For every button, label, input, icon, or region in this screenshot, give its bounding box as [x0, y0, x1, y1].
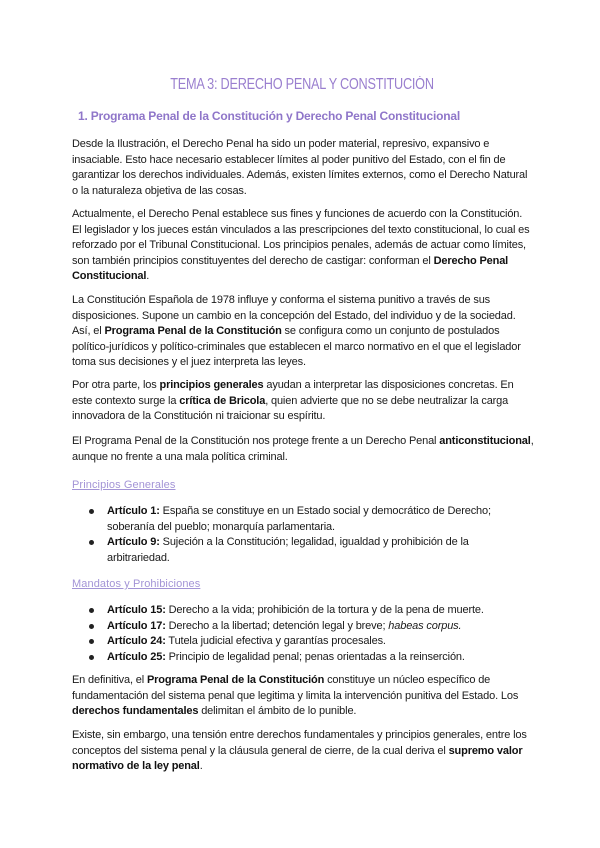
- paragraph-6-b: constituye un núcleo específico de fundamentación del sistema penal que legitima y limita la intervención punitiva del Estado. Los: [72, 674, 519, 702]
- paragraph-6-c: delimitan el ámbito de lo punible.: [198, 705, 357, 718]
- paragraph-4-a: Por otra parte, los: [72, 379, 160, 391]
- paragraph-3: [72, 293, 534, 371]
- document-title: TEMA 3: DERECHO PENAL Y CONSTITUCIÓN: [170, 76, 434, 93]
- paragraph-7-bold: supremo valor normativo de la ley penal: [72, 744, 523, 773]
- paragraph-6-a: En definitiva, el: [72, 674, 147, 686]
- list-item-text: España se constituye en un Estado social y democrático de Derecho; soberanía del pueblo; monarquía parlamentaria.: [107, 505, 491, 533]
- paragraph-6: [72, 673, 534, 720]
- paragraph-5-bold: anticonstitucional: [439, 435, 531, 447]
- mandatos-list: [72, 603, 534, 665]
- mandatos-heading: Mandatos y Prohibiciones: [72, 578, 201, 590]
- paragraph-2-bold: Derecho Penal Constitucional: [72, 254, 509, 283]
- list-item-text: Derecho a la vida; prohibición de la tortura y de la pena de muerte.: [165, 604, 484, 616]
- list-item-text: Principio de legalidad penal; penas orientadas a la reinserción.: [165, 650, 465, 663]
- paragraph-5-a: El Programa Penal de la Constitución nos protege frente a un Derecho Penal: [72, 435, 440, 447]
- list-item-label: Artículo 9:: [107, 536, 160, 549]
- list-item-italic: habeas corpus.: [388, 619, 462, 632]
- paragraph-2-text: Actualmente, el Derecho Penal establece sus fines y funciones de acuerdo con la Constitución. El legislador y los jueces están vinculados a las prescripciones del texto constitucional, lo cual es reforzado por el Tribunal Constitucional. Los principios penales, además de actuar como límites, son también principios constituyentes del derecho de castigar: conforman el: [72, 208, 530, 267]
- paragraph-1-text: Desde la Ilustración, el Derecho Penal ha sido un poder material, represivo, expansivo e insaciable. Esto hace necesario establecer límites al poder punitivo del Estado, con el fin de garantizar los derechos individuales. Además, existen límites externos, como el Derecho Natural o la naturaleza objetiva de las cosas.: [72, 138, 528, 197]
- paragraph-3-bold: Programa Penal de la Constitución: [104, 325, 282, 338]
- list-item-label: Artículo 1:: [107, 505, 160, 517]
- list-item: [72, 603, 534, 619]
- principios-heading: Principios Generales: [72, 479, 176, 491]
- paragraph-4-c: , quien advierte que no se debe neutralizar la carga innovadora de la Constitución ni traicionar su espíritu.: [72, 394, 509, 423]
- list-item-label: Artículo 17:: [107, 619, 166, 632]
- paragraph-3-b: se configura como un conjunto de postulados político-jurídicos y político-criminales que establecen el marco normativo en el que el legislador toma sus decisiones y el juez interpreta las leyes.: [72, 325, 521, 369]
- paragraph-4: [72, 378, 534, 425]
- list-item-label: Artículo 25:: [107, 650, 166, 663]
- paragraph-6-bold-1: Programa Penal de la Constitución: [146, 674, 325, 686]
- paragraph-5: [72, 434, 534, 465]
- paragraph-5-b: , aunque no frente a una mala política criminal.: [72, 435, 534, 463]
- paragraph-2: [72, 207, 534, 285]
- paragraph-7-a: Existe, sin embargo, una tensión entre derechos fundamentales y principios generales, entre los conceptos del sistema penal y la cláusula general de cierre, de la cual deriva el: [72, 729, 527, 757]
- list-item-text: Tutela judicial efectiva y garantías procesales.: [165, 635, 386, 648]
- paragraph-1: [72, 137, 534, 199]
- paragraph-3-a: La Constitución Española de 1978 influye y conforma el sistema punitivo a través de sus disposiciones. Supone un cambio en la concepción del Estado, del individuo y de la sociedad. Así, el: [72, 294, 516, 338]
- list-item: [72, 650, 534, 666]
- list-item: [72, 504, 534, 535]
- paragraph-6-bold-2: derechos fundamentales: [72, 705, 199, 718]
- principios-list: [72, 504, 534, 566]
- paragraph-4-bold-2: crítica de Bricola: [179, 394, 266, 407]
- section-heading: 1. Programa Penal de la Constitución y Derecho Penal Constitucional: [78, 109, 461, 123]
- list-item: [72, 619, 534, 635]
- paragraph-2-end: .: [146, 270, 150, 283]
- paragraph-7-b: .: [199, 760, 203, 773]
- list-item-text: Derecho a la libertad; detención legal y breve;: [165, 619, 389, 632]
- list-item-label: Artículo 15:: [107, 604, 166, 616]
- paragraph-7: [72, 728, 534, 775]
- list-item-text: Sujeción a la Constitución; legalidad, igualdad y prohibición de la arbitrariedad.: [107, 536, 469, 564]
- list-item: [72, 634, 534, 650]
- paragraph-4-b: ayudan a interpretar las disposiciones concretas. En este contexto surge la: [72, 379, 514, 407]
- list-item-label: Artículo 24:: [107, 635, 166, 648]
- paragraph-4-bold-1: principios generales: [159, 379, 264, 391]
- list-item: [72, 535, 534, 566]
